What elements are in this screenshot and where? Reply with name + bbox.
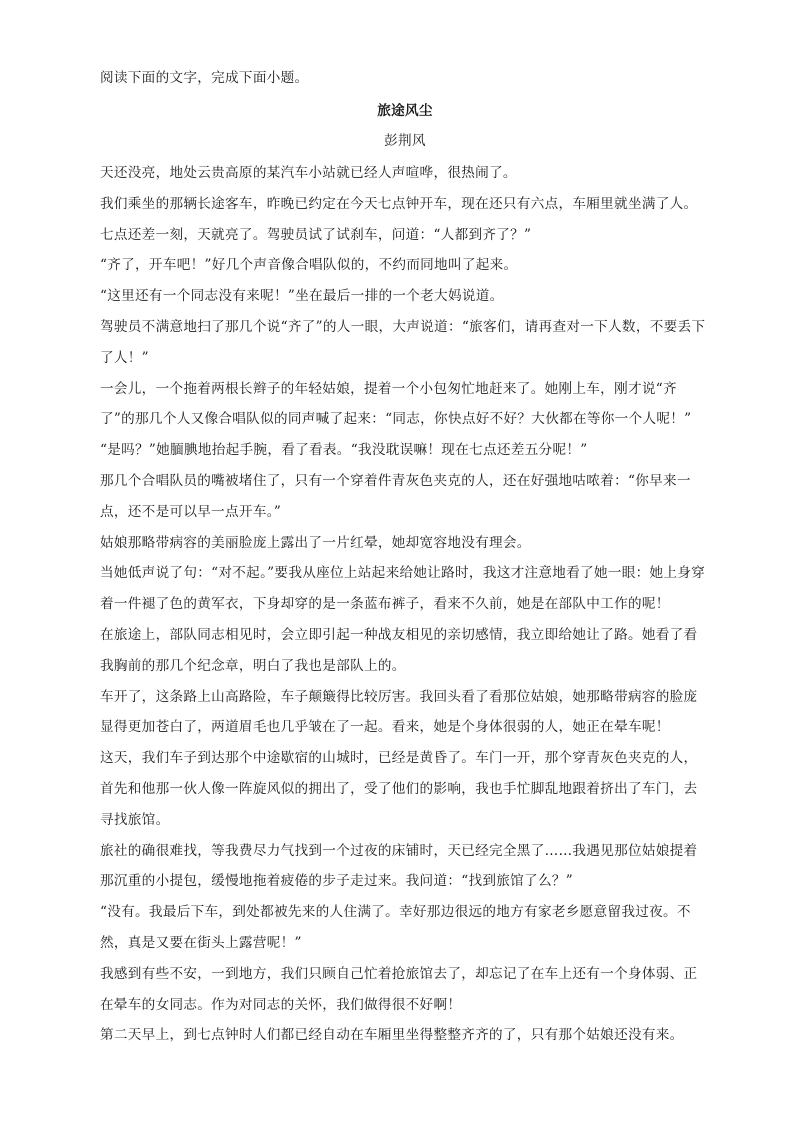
paragraph: 七点还差一刻，天就亮了。驾驶员试了试刹车，问道：“人都到齐了？” <box>100 226 532 243</box>
paragraph: 第二天早上，到七点钟时人们都已经自动在车厢里坐得整整齐齐的了，只有那个姑娘还没有来。 <box>100 1027 684 1044</box>
paragraph: 旅社的确很难找，等我费尽力气找到一个过夜的床铺时，天已经完全黑了……我遇见那位姑娘提着那沉重的小提包，缓慢地拖着疲倦的步子走过来。我问道：“找到旅馆了么？” <box>100 842 698 890</box>
paragraph: 天还没亮，地处云贵高原的某汽车小站就已经人声喧哗，很热闹了。 <box>100 165 517 181</box>
paragraph: “这里还有一个同志没有来呢！”坐在最后一排的一个老大妈说道。 <box>100 288 504 305</box>
paragraph: 当她低声说了句：“对不起。”要我从座位上站起来给她让路时，我这才注意地看了她一眼：她上身穿着一件褪了色的黄军衣，下身却穿的是一条蓝布裤子，看来不久前，她是在部队中工作的呢！ <box>100 565 706 613</box>
paragraph: 一会儿，一个拖着两根长辫子的年轻姑娘，提着一个小包匆忙地赶来了。她刚上车，刚才说“齐了”的那几个人又像合唱队似的同声喊了起来：“同志，你快点好不好？大伙都在等你一个人呢！” <box>100 380 692 428</box>
paragraph: 在旅途上，部队同志相见时，会立即引起一种战友相见的亲切感情，我立即给她让了路。她看了看我胸前的那几个纪念章，明白了我也是部队上的。 <box>100 626 698 674</box>
paragraph: 我们乘坐的那辆长途客车，昨晚已约定在今天七点钟开车，现在还只有六点，车厢里就坐满了人。 <box>100 195 698 212</box>
article-author: 彭荆风 <box>384 133 426 149</box>
paragraph: 姑娘那略带病容的美丽脸庞上露出了一片红晕，她却宽容地没有理会。 <box>100 534 531 551</box>
article-title: 旅途风尘 <box>377 103 433 119</box>
paragraph: 这天，我们车子到达那个中途歇宿的山城时，已经是黄昏了。车门一开，那个穿青灰色夹克的人，首先和他那一伙人像一阵旋风似的拥出了，受了他们的影响，我也手忙脚乱地跟着挤出了车门，去寻找旅馆。 <box>100 750 698 828</box>
paragraph: 驾驶员不满意地扫了那几个说“齐了”的人一眼，大声说道：“旅客们，请再查对一下人数，不要丢下了人！” <box>100 318 706 366</box>
paragraph: 那几个合唱队员的嘴被堵住了，只有一个穿着件青灰色夹克的人，还在好强地咕哝着：“你早来一点，还不是可以早一点开车。” <box>100 472 691 520</box>
paragraph: “没有。我最后下车，到处都被先来的人住满了。幸好那边很远的地方有家老乡愿意留我过夜。不然，真是又要在街头上露营呢！” <box>100 904 691 951</box>
instruction-text: 阅读下面的文字，完成下面小题。 <box>100 70 309 86</box>
paragraph: 车开了，这条路上山高路险，车子颠簸得比较厉害。我回头看了看那位姑娘，她那略带病容的脸庞显得更加苍白了，两道眉毛也几乎皱在了一起。看来，她是个身体很弱的人，她正在晕车呢！ <box>100 688 698 736</box>
paragraph: 我感到有些不安，一到地方，我们只顾自己忙着抢旅馆去了，却忘记了在车上还有一个身体弱、正在晕车的女同志。作为对同志的关怀，我们做得很不好啊！ <box>100 965 698 1013</box>
paragraph: “是吗？”她腼腆地抬起手腕，看了看表。“我没耽误嘛！现在七点还差五分呢！” <box>100 442 588 459</box>
paragraph: “齐了，开车吧！”好几个声音像合唱队似的，不约而同地叫了起来。 <box>100 257 518 274</box>
